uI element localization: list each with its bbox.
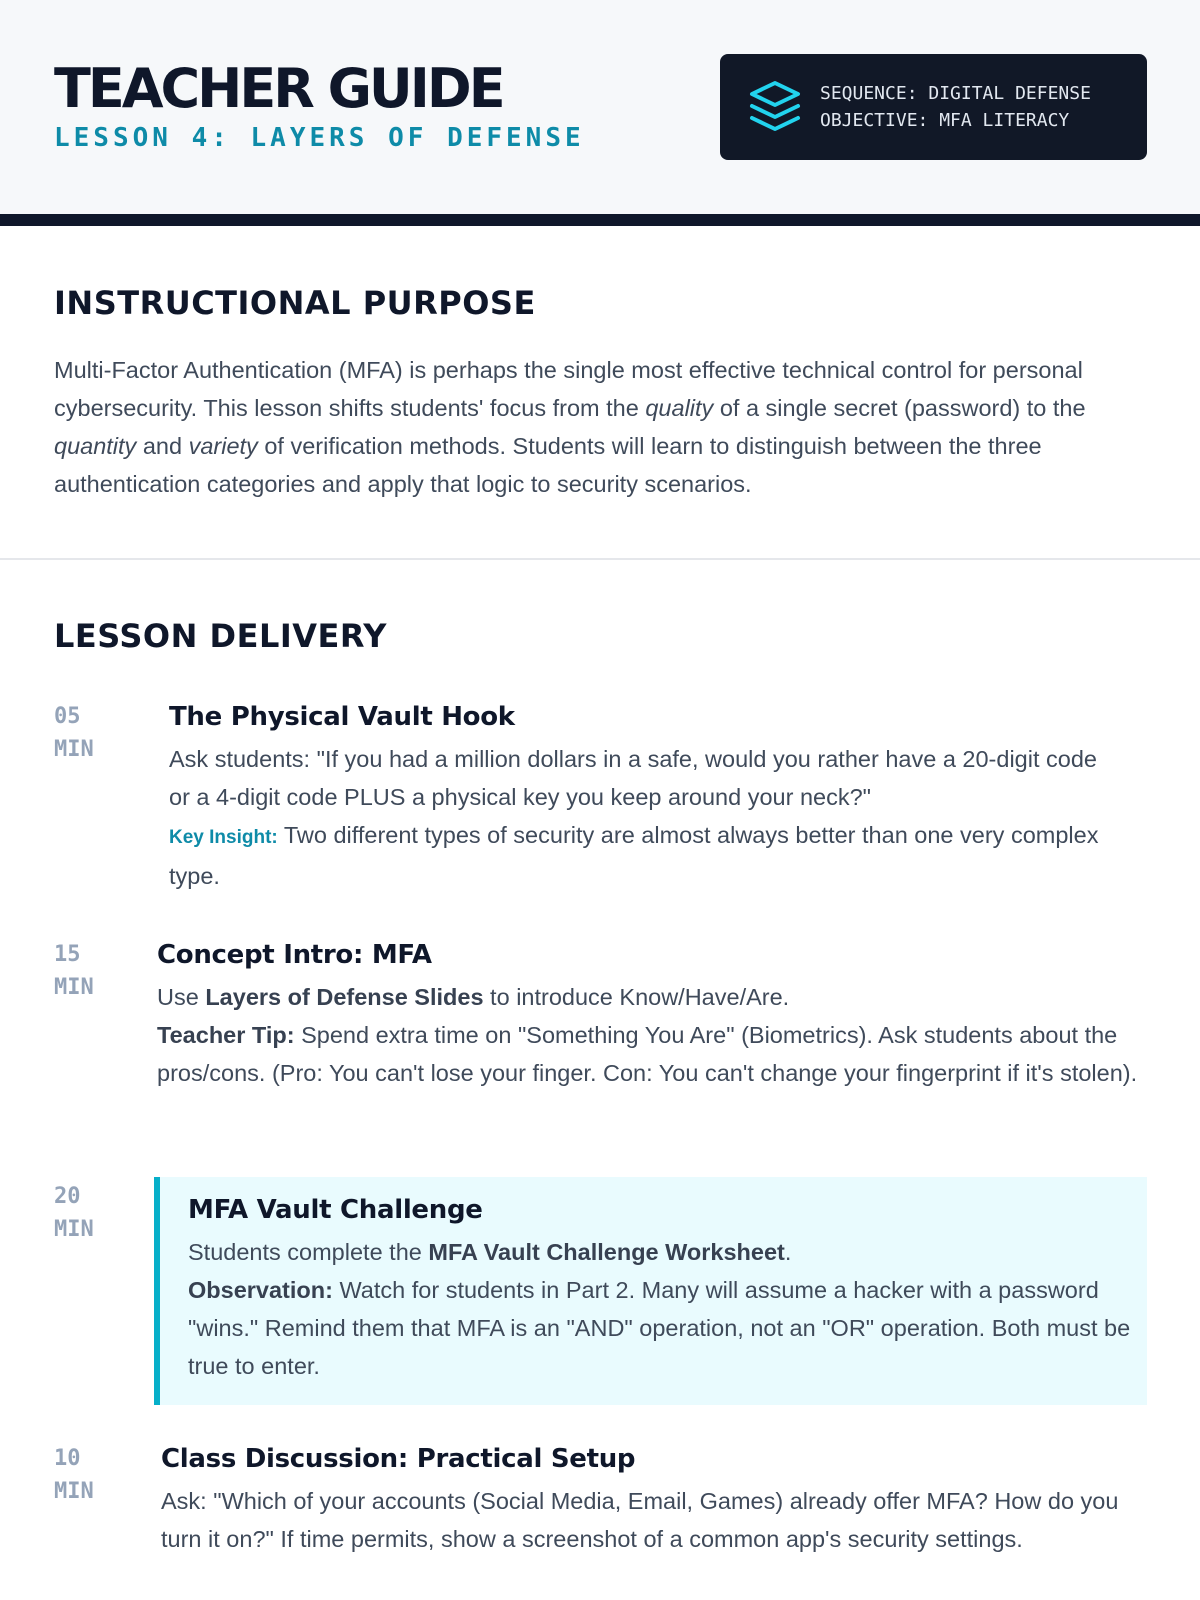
teacher-tip-label: Teacher Tip: <box>157 1022 295 1048</box>
step-description: Ask: "Which of your accounts (Social Media, Email, Games) already offer MFA? How do you turn it on?" If time permits, show a screenshot of a common app's security settings. <box>161 1488 1119 1552</box>
sequence-label: SEQUENCE: DIGITAL DEFENSE <box>820 83 1091 104</box>
header-divider-bar <box>0 214 1200 226</box>
step-note: Teacher Tip: Spend extra time on "Something You Are" (Biometrics). Ask students about the pros/cons. (Pro: You can't lose your finger. Con: You can't change your fingerprint if it's stolen). <box>157 1022 1138 1086</box>
step-title: The Physical Vault Hook <box>169 702 515 732</box>
step-description: Students complete the MFA Vault Challenge Worksheet. <box>188 1239 792 1265</box>
step-title: Class Discussion: Practical Setup <box>161 1444 636 1474</box>
step-note: Key Insight: Two different types of security are almost always better than one very complex type. <box>169 822 1099 889</box>
step-title: MFA Vault Challenge <box>188 1195 483 1225</box>
step-title: Concept Intro: MFA <box>157 940 432 970</box>
page-title: TEACHER GUIDE <box>54 57 503 120</box>
delivery-heading: LESSON DELIVERY <box>54 617 387 655</box>
step-duration: 20 MIN <box>54 1184 94 1242</box>
highlight-box <box>154 1177 1147 1405</box>
section-divider <box>0 558 1200 560</box>
step-duration: 05 MIN <box>54 704 94 762</box>
lesson-info-badge <box>720 54 1147 160</box>
step-duration: 10 MIN <box>54 1446 94 1504</box>
step-description: Ask students: "If you had a million dollars in a safe, would you rather have a 20-digit code or a 4-digit code PLUS a physical key you keep around your neck?" <box>169 746 1097 810</box>
step-duration: 15 MIN <box>54 942 94 1000</box>
objective-label: OBJECTIVE: MFA LITERACY <box>820 110 1070 131</box>
lesson-subtitle: LESSON 4: LAYERS OF DEFENSE <box>54 123 585 153</box>
step-note: Observation: Watch for students in Part 2. Many will assume a hacker with a password "wins." Remind them that MFA is an "AND" operation, not an "OR" operation. Both must be true to enter. <box>188 1277 1131 1379</box>
key-insight-label: Key Insight: <box>169 827 278 848</box>
page-header <box>0 0 1200 214</box>
observation-label: Observation: <box>188 1277 333 1303</box>
purpose-paragraph: Multi-Factor Authentication (MFA) is perhaps the single most effective technical control for personal cybersecurity. This lesson shifts students' focus from the quality of a single secret (password) to the quantity and variety of verification methods. Students will learn to distinguish between the three authentication categories and apply that logic to security scenarios. <box>54 357 1086 497</box>
step-description: Use Layers of Defense Slides to introduce Know/Have/Are. <box>157 984 790 1010</box>
purpose-heading: INSTRUCTIONAL PURPOSE <box>54 284 536 322</box>
layers-icon <box>748 79 802 140</box>
